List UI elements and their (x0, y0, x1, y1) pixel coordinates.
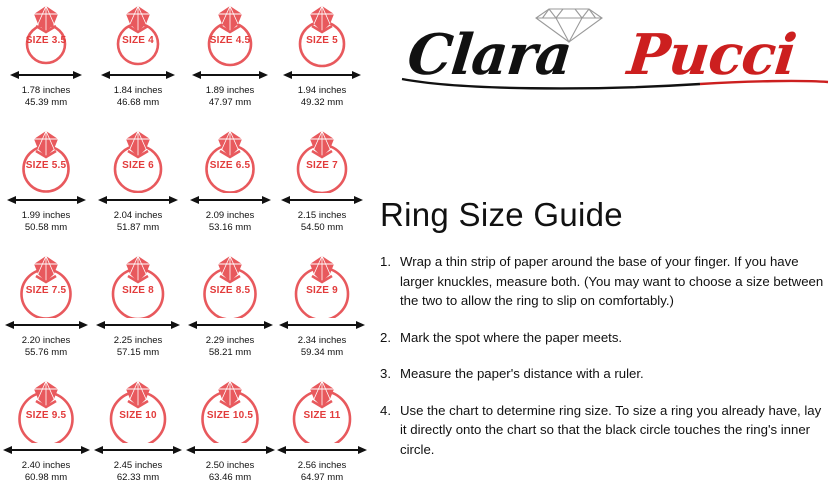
instructions-list (380, 252, 830, 476)
ring-size-label: SIZE 6.5 (209, 160, 251, 171)
measure-mm: 58.21 mm (208, 346, 252, 358)
step-text: Use the chart to determine ring size. To size a ring you already have, lay it directly onto the chart so that the black circle touches the ring's inner circle. (400, 402, 822, 457)
measure-inches: 2.29 inches (205, 335, 255, 346)
ring-size-cell[interactable] (184, 250, 276, 375)
diameter-arrow-icon (92, 68, 184, 82)
diameter-arrow-icon (276, 318, 368, 332)
ring-measurement (114, 210, 163, 233)
ring-measurement (206, 335, 255, 358)
ring-illustration-icon (0, 2, 92, 68)
ring-size-label: SIZE 10 (119, 410, 157, 421)
ring-illustration-icon (276, 377, 368, 443)
measure-mm: 63.46 mm (208, 471, 252, 483)
measure-inches: 1.84 inches (113, 85, 163, 96)
diameter-arrow-icon (0, 68, 92, 82)
ring-size-label: SIZE 7 (306, 160, 338, 171)
ring-measurement (22, 335, 71, 358)
ring-illustration-icon (0, 252, 92, 318)
ring-size-label: SIZE 6 (122, 160, 154, 171)
ring-measurement (206, 85, 255, 108)
measure-mm: 55.76 mm (24, 346, 68, 358)
ring-illustration-icon (276, 2, 368, 68)
ring-illustration-icon (92, 2, 184, 68)
instruction-step (380, 328, 830, 348)
instruction-step (380, 364, 830, 384)
instruction-step (380, 252, 830, 311)
ring-size-label: SIZE 8.5 (209, 285, 251, 296)
step-number: 4. (380, 402, 391, 418)
diameter-arrow-icon (92, 193, 184, 207)
measure-inches: 2.15 inches (297, 210, 347, 221)
ring-size-cell[interactable] (276, 0, 368, 125)
ring-size-cell[interactable] (92, 375, 184, 500)
ring-measurement (298, 85, 347, 108)
diameter-arrow-icon (0, 193, 92, 207)
measure-inches: 2.09 inches (205, 210, 255, 221)
measure-mm: 50.58 mm (24, 221, 68, 233)
ring-measurement (22, 85, 71, 108)
measure-inches: 2.20 inches (21, 335, 71, 346)
measure-inches: 2.40 inches (21, 460, 71, 471)
ring-size-chart (0, 0, 370, 501)
ring-size-cell[interactable] (0, 0, 92, 125)
ring-size-cell[interactable] (92, 250, 184, 375)
diameter-arrow-icon (276, 193, 368, 207)
chart-row (0, 125, 370, 250)
ring-size-label: SIZE 9.5 (25, 410, 67, 421)
ring-size-cell[interactable] (184, 125, 276, 250)
ring-size-label: SIZE 11 (303, 410, 341, 421)
step-text: Measure the paper's distance with a ruler. (400, 366, 644, 381)
ring-illustration-icon (184, 127, 276, 193)
measure-mm: 60.98 mm (24, 471, 68, 483)
diameter-arrow-icon (184, 193, 276, 207)
measure-inches: 1.89 inches (205, 85, 255, 96)
ring-size-label: SIZE 4.5 (209, 35, 251, 46)
step-number: 3. (380, 366, 391, 381)
diameter-arrow-icon (184, 318, 276, 332)
measure-inches: 2.04 inches (113, 210, 163, 221)
ring-size-label: SIZE 7.5 (25, 285, 67, 296)
measure-mm: 46.68 mm (116, 96, 160, 108)
ring-size-cell[interactable] (0, 375, 92, 500)
measure-mm: 51.87 mm (116, 221, 160, 233)
ring-size-label: SIZE 3.5 (25, 35, 67, 46)
measure-mm: 62.33 mm (116, 471, 160, 483)
measure-mm: 49.32 mm (300, 96, 344, 108)
ring-illustration-icon (184, 377, 276, 443)
chart-row (0, 0, 370, 125)
measure-inches: 2.56 inches (297, 460, 347, 471)
ring-illustration-icon (92, 377, 184, 443)
step-number: 1. (380, 254, 391, 269)
measure-inches: 2.50 inches (205, 460, 255, 471)
ring-size-label: SIZE 5.5 (25, 160, 67, 171)
diameter-arrow-icon (276, 68, 368, 82)
guide-panel (372, 0, 839, 501)
ring-illustration-icon (0, 127, 92, 193)
ring-measurement (298, 210, 347, 233)
diameter-arrow-icon (276, 443, 368, 457)
ring-size-cell[interactable] (92, 125, 184, 250)
ring-illustration-icon (184, 2, 276, 68)
ring-measurement (114, 85, 163, 108)
ring-illustration-icon (92, 127, 184, 193)
ring-illustration-icon (184, 252, 276, 318)
chart-row (0, 250, 370, 375)
ring-size-cell[interactable] (184, 375, 276, 500)
measure-inches: 2.45 inches (113, 460, 163, 471)
brand-logo (390, 4, 830, 99)
measure-inches: 1.99 inches (21, 210, 71, 221)
ring-illustration-icon (276, 127, 368, 193)
ring-size-cell[interactable] (184, 0, 276, 125)
page-title: Ring Size Guide (380, 196, 623, 233)
measure-mm: 53.16 mm (208, 221, 252, 233)
ring-measurement (206, 460, 255, 483)
step-number: 2. (380, 329, 391, 345)
ring-size-label: SIZE 10.5 (206, 410, 254, 421)
measure-inches: 2.34 inches (297, 335, 347, 346)
step-text: Wrap a thin strip of paper around the base of your finger. If you have larger knuckles, measure both. (You may want to choose a size between the two to allow the ring to slip on comfortably.) (400, 254, 824, 308)
measure-mm: 57.15 mm (116, 346, 160, 358)
measure-mm: 45.39 mm (24, 96, 68, 108)
ring-illustration-icon (0, 377, 92, 443)
ring-measurement (22, 210, 71, 233)
ring-size-cell[interactable] (276, 125, 368, 250)
ring-illustration-icon (276, 252, 368, 318)
measure-inches: 1.94 inches (297, 85, 347, 96)
ring-size-cell[interactable] (0, 250, 92, 375)
diameter-arrow-icon (92, 443, 184, 457)
measure-mm: 47.97 mm (208, 96, 252, 108)
ring-size-cell[interactable] (92, 0, 184, 125)
ring-measurement (298, 335, 347, 358)
diameter-arrow-icon (184, 68, 276, 82)
measure-inches: 2.25 inches (113, 335, 163, 346)
logo-underline (400, 76, 830, 92)
diameter-arrow-icon (92, 318, 184, 332)
measure-mm: 54.50 mm (300, 221, 344, 233)
ring-measurement (114, 460, 163, 483)
brand-name-first: Clara (404, 22, 575, 88)
ring-size-cell[interactable] (276, 250, 368, 375)
measure-mm: 64.97 mm (300, 471, 344, 483)
ring-size-label: SIZE 8 (122, 285, 154, 296)
ring-size-label: SIZE 9 (306, 285, 338, 296)
instruction-step (380, 401, 830, 460)
diameter-arrow-icon (0, 318, 92, 332)
ring-size-label: SIZE 5 (306, 35, 338, 46)
brand-name-second: Pucci (624, 22, 799, 88)
ring-illustration-icon (92, 252, 184, 318)
ring-measurement (22, 460, 71, 483)
measure-inches: 1.78 inches (21, 85, 71, 96)
measure-mm: 59.34 mm (300, 346, 344, 358)
ring-measurement (114, 335, 163, 358)
ring-size-label: SIZE 4 (122, 35, 154, 46)
step-text: Mark the spot where the paper meets. (400, 329, 623, 345)
diameter-arrow-icon (0, 443, 92, 457)
diameter-arrow-icon (184, 443, 276, 457)
chart-row (0, 375, 370, 500)
ring-measurement (298, 460, 347, 483)
ring-size-cell[interactable] (0, 125, 92, 250)
ring-size-cell[interactable] (276, 375, 368, 500)
ring-measurement (206, 210, 255, 233)
